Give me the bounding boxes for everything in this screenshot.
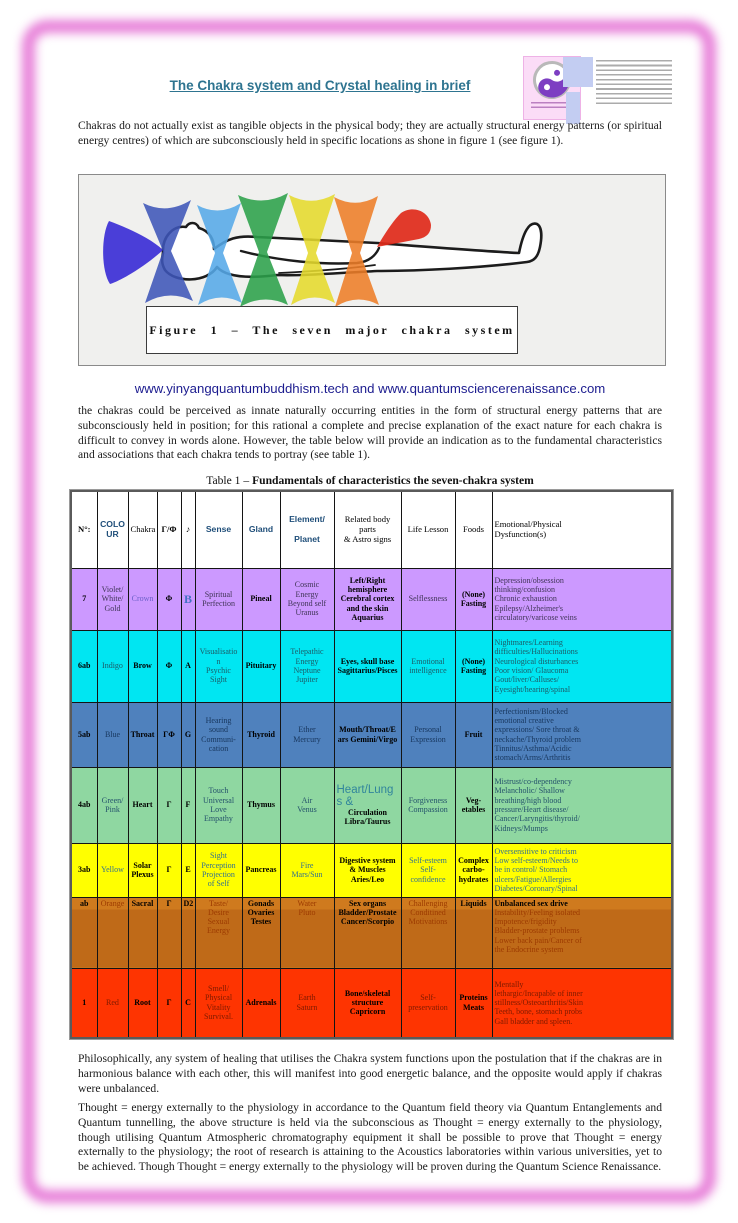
column-header: COLO UR: [97, 491, 128, 568]
table-caption: [78, 474, 662, 487]
table-cell: Touch Universal Love Empathy: [195, 767, 242, 843]
table-cell: (None) Fasting: [455, 630, 492, 702]
table-cell: Hearing sound Communi- cation: [195, 702, 242, 767]
table-cell: Perfectionism/Blocked emotional creative expressions/ Sore throat & neckache/Thyroid problem Tinnitus/Asthma/Acidic stomach/Arms/Arthritis: [492, 702, 672, 767]
table-cell: Φ: [157, 630, 181, 702]
table-cell: B: [181, 568, 195, 630]
table-cell: Earth Saturn: [280, 968, 334, 1038]
intro-paragraph: Chakras do not actually exist as tangible objects in the physical body; they are actually structural energy patterns (or spiritual energy centres) of which are subconsciously held in specific locations as shone in figure 1 (see figure 1).: [78, 119, 662, 147]
table-cell: Red: [97, 968, 128, 1038]
column-header: Γ/Φ: [157, 491, 181, 568]
table-cell: Left/Right hemisphere Cerebral cortex and the skin Aquarius: [334, 568, 401, 630]
table-cell: Gonads Ovaries Testes: [242, 897, 280, 968]
table-cell: Root: [128, 968, 157, 1038]
table-cell: Yellow: [97, 843, 128, 897]
table-cell: Ether Mercury: [280, 702, 334, 767]
table-cell: Unbalanced sex drive Instability/Feeling isolated Impotence/frigidity Bladder-prostate problems Lower back pain/Cancer of the Endocrine system: [492, 897, 672, 968]
logo-decoration-block: [563, 57, 593, 87]
table-cell: Indigo: [97, 630, 128, 702]
closing-paragraph-1: Philosophically, any system of healing that utilises the Chakra system functions upon the postulation that if the chakras are in harmonious balance with each other, this will manifest into good energetic balance, and the opposite would apply if chakras were unbalanced.: [78, 1052, 662, 1095]
table-cell: Φ: [157, 568, 181, 630]
table-cell: Taste/ Desire Sexual Energy: [195, 897, 242, 968]
table-row-3ab: [71, 843, 672, 897]
figure-caption: Figure 1 – The seven major chakra system: [146, 306, 518, 354]
page-title: The Chakra system and Crystal healing in brief: [169, 78, 471, 93]
table-cell: Oversensitive to criticism Low self-esteem/Needs to be in control/ Stomach ulcers/Fatigue/Allergies Diabetes/Coronary/Spinal: [492, 843, 672, 897]
table-cell: F: [181, 767, 195, 843]
table-cell: Self- preservation: [401, 968, 455, 1038]
column-header: Element/ Planet: [280, 491, 334, 568]
table-cell: Spiritual Perfection: [195, 568, 242, 630]
table-cell: Visualisatio n Psychic Sight: [195, 630, 242, 702]
table-cell: Cosmic Energy Beyond self Uranus: [280, 568, 334, 630]
logo-fine-print-lines: [596, 60, 672, 106]
table-cell: Emotional intelligence: [401, 630, 455, 702]
table-cell: Bone/skeletal structure Capricorn: [334, 968, 401, 1038]
column-header: Foods: [455, 491, 492, 568]
table-cell: 4ab: [71, 767, 97, 843]
table-cell: Telepathic Energy Neptune Jupiter: [280, 630, 334, 702]
table-cell: Γ: [157, 897, 181, 968]
table-cell: Depression/obsession thinking/confusion Chronic exhaustion Epilepsy/Alzheimer's circulatory/varicose veins: [492, 568, 672, 630]
table-row-7: [71, 568, 672, 630]
table-cell: (None) Fasting: [455, 568, 492, 630]
table-cell: 5ab: [71, 702, 97, 767]
table-cell: Mentally lethargic/Incapable of inner stillness/Osteoarthritis/Skin Teeth, bone, stomach probs Gall bladder and spleen.: [492, 968, 672, 1038]
column-header: Life Lesson: [401, 491, 455, 568]
table-cell: Sacral: [128, 897, 157, 968]
closing-paragraph-2: Thought = energy externally to the physiology in accordance to the Quantum field theory via Quantum Entanglements and Quantum tunnelling, the above structure is held via the subconscious as Thought = energy externally to the physiology, though utilising Quantum Atmospheric chromatography equipment it shall be possible to prove that Thought = energy externally to the physiology; the root of research is attaining to the Acoustics laboratories within various universities, yet to be achieved. Though Thought = energy externally to the physiology will be proven during the Quantum Science Renaissance.: [78, 1101, 662, 1174]
table-cell: Air Venus: [280, 767, 334, 843]
table-cell: Veg- etables: [455, 767, 492, 843]
website-links: www.yinyangquantumbuddhism.tech and www.quantumsciencerenaissance.com: [134, 381, 606, 396]
chakra-table: [70, 490, 673, 1039]
table-cell: Brow: [128, 630, 157, 702]
table-cell: Proteins Meats: [455, 968, 492, 1038]
table-cell: Forgiveness Compassion: [401, 767, 455, 843]
table-cell: Eyes, skull base Sagittarius/Pisces: [334, 630, 401, 702]
table-caption-prefix: Table 1 –: [206, 474, 253, 487]
table-cell: Challenging Conditined Motivations: [401, 897, 455, 968]
table-row-4ab: [71, 767, 672, 843]
table-cell: Violet/ White/ Gold: [97, 568, 128, 630]
table-cell: Blue: [97, 702, 128, 767]
table-cell: Γ: [157, 767, 181, 843]
table-cell: Sight Perception Projection of Self: [195, 843, 242, 897]
table-caption-title: Fundamentals of characteristics the seven-chakra system: [252, 474, 534, 487]
table-row-6ab: [71, 630, 672, 702]
column-header: Chakra: [128, 491, 157, 568]
table-cell: A: [181, 630, 195, 702]
table-cell: Water Pluto: [280, 897, 334, 968]
table-header-row: [71, 491, 672, 568]
table-cell: E: [181, 843, 195, 897]
table-cell: Pineal: [242, 568, 280, 630]
table-cell: Thymus: [242, 767, 280, 843]
table-cell: Thyroid: [242, 702, 280, 767]
table-cell: Heart/Lung s & Circulation Libra/Taurus: [334, 767, 401, 843]
table-cell: Γ: [157, 968, 181, 1038]
table-cell: Adrenals: [242, 968, 280, 1038]
table-cell: 1: [71, 968, 97, 1038]
table-cell: Smell/ Physical Vitality Survival.: [195, 968, 242, 1038]
table-cell: Γ: [157, 843, 181, 897]
table-cell: Green/ Pink: [97, 767, 128, 843]
column-header: Sense: [195, 491, 242, 568]
table-cell: Sex organs Bladder/Prostate Cancer/Scorpio: [334, 897, 401, 968]
table-cell: Nightmares/Learning difficulties/Hallucinations Neurological disturbances Poor vision/ Glaucoma Gout/liver/Calluses/ Eyesight/hearing/spinal: [492, 630, 672, 702]
table-cell: G: [181, 702, 195, 767]
table-row-1: [71, 968, 672, 1038]
column-header: N°:: [71, 491, 97, 568]
table-cell: Digestive system & Muscles Aries/Leo: [334, 843, 401, 897]
table-row-5ab: [71, 702, 672, 767]
table-cell: Fruit: [455, 702, 492, 767]
table-cell: Throat: [128, 702, 157, 767]
table-cell: Fire Mars/Sun: [280, 843, 334, 897]
table-cell: Personal Expression: [401, 702, 455, 767]
table-cell: C: [181, 968, 195, 1038]
table-cell: Selflessness: [401, 568, 455, 630]
table-cell: D2: [181, 897, 195, 968]
table-cell: Heart: [128, 767, 157, 843]
body-paragraph: the chakras could be perceived as innate naturally occurring entities in the form of structural energy patterns that are subconsciously held in position; for this rational a complete and precise explanation of the exact nature for each chakra is difficult to convey in words alone. However, the table below will provide an indication as to the fundamental characteristics and associations that each chakra tends to portray (see table 1).: [78, 404, 662, 462]
table-cell: Liquids: [455, 897, 492, 968]
table-cell: Pancreas: [242, 843, 280, 897]
table-cell: ab: [71, 897, 97, 968]
column-header: Related body parts & Astro signs: [334, 491, 401, 568]
table-cell: Pituitary: [242, 630, 280, 702]
table-cell: ΓΦ: [157, 702, 181, 767]
table-cell: Mouth/Throat/E ars Gemini/Virgo: [334, 702, 401, 767]
column-header: Emotional/Physical Dysfunction(s): [492, 491, 672, 568]
table-cell: 3ab: [71, 843, 97, 897]
table-row-ab: [71, 897, 672, 968]
table-cell: 7: [71, 568, 97, 630]
column-header: Gland: [242, 491, 280, 568]
table-cell: Orange: [97, 897, 128, 968]
table-cell: Solar Plexus: [128, 843, 157, 897]
table-cell: 6ab: [71, 630, 97, 702]
table-cell: Mistrust/co-dependency Melancholic/ Shallow breathing/high blood pressure/Heart disease/ Cancer/Laryngitis/thyroid/ Kidneys/Mumps: [492, 767, 672, 843]
table-cell: Crown: [128, 568, 157, 630]
table-cell: Self-esteem Self- confidence: [401, 843, 455, 897]
chakra-table-grid: [70, 490, 673, 1039]
chakra-root: [377, 209, 431, 247]
chakra-crown: [103, 221, 163, 284]
column-header: ♪: [181, 491, 195, 568]
figure-1: [78, 174, 666, 366]
table-cell: Complex carbo- hydrates: [455, 843, 492, 897]
